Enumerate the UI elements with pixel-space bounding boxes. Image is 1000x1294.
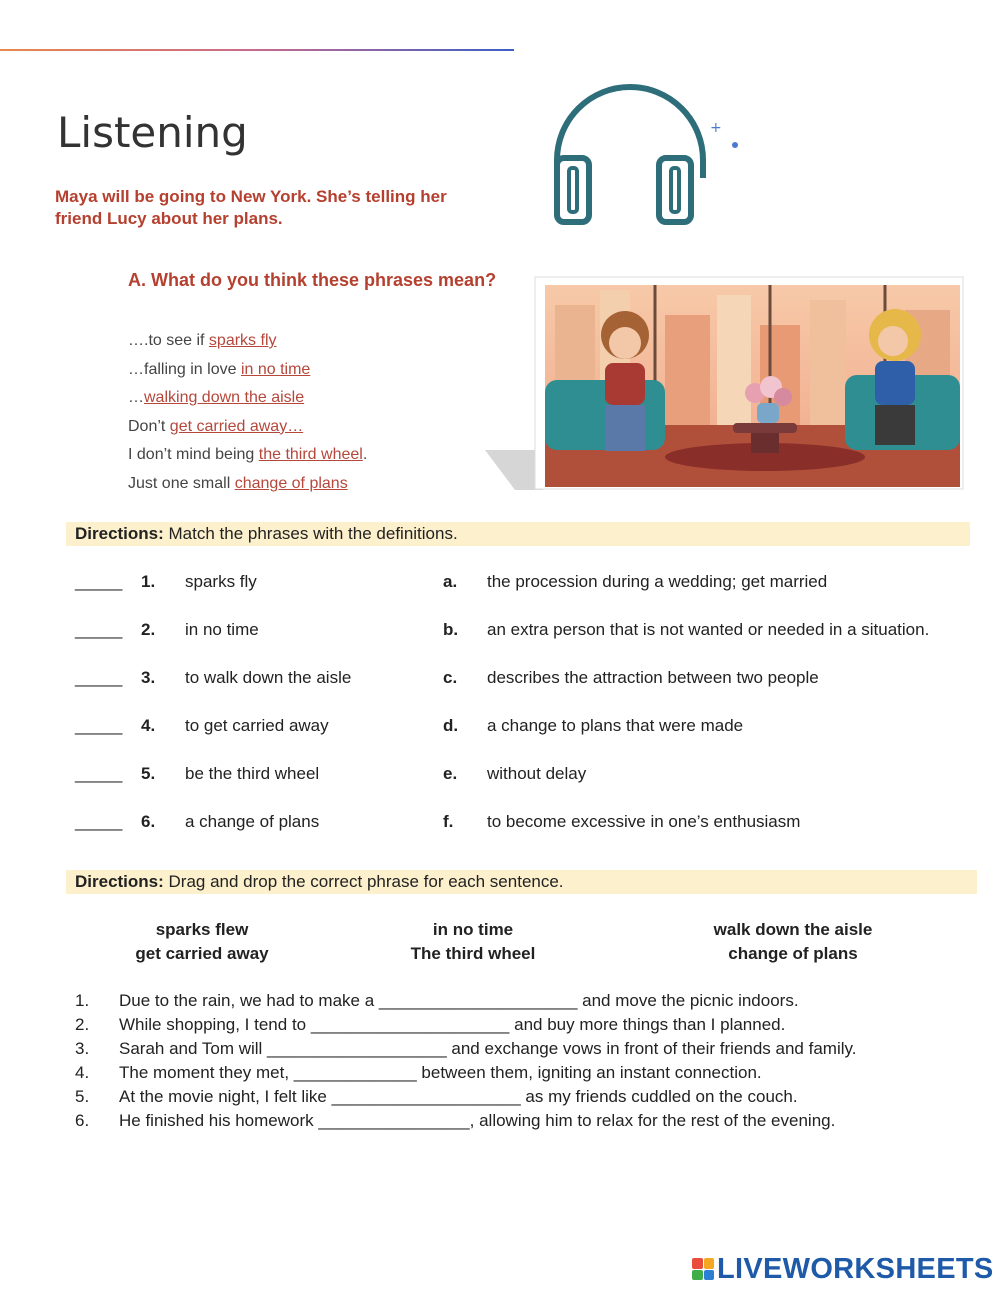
phrase-highlight: walking down the aisle [144, 389, 305, 407]
phrase-line: …falling in love in no time [128, 360, 311, 378]
word-bank-item[interactable]: sparks flew [155, 920, 249, 939]
definition-text: a change to plans that were made [487, 716, 744, 735]
phrase-line: I don’t mind being the third wheel. [128, 446, 368, 464]
definition-letter: f. [443, 812, 454, 831]
answer-blank[interactable]: _____ [75, 716, 123, 735]
definition-text: without delay [487, 764, 587, 783]
intro-text: Maya will be going to New York. She’s telling her friend Lucy about her plans. [55, 187, 447, 228]
match-row [75, 666, 975, 690]
conversation-illustration [485, 275, 963, 490]
definition-text: the procession during a wedding; get married [487, 572, 828, 591]
phrase-line: Just one small change of plans [128, 474, 348, 492]
sentence-line[interactable]: 3. Sarah and Tom will ___________________ and exchange vows in front of their friends and family. [75, 1039, 857, 1058]
match-phrase: sparks fly [185, 572, 257, 591]
definition-letter: b. [443, 620, 459, 639]
sentence-line[interactable]: 6. He finished his homework ________________, allowing him to relax for the rest of the evening. [75, 1111, 836, 1130]
phrase-list [128, 329, 367, 501]
phrase-highlight: get carried away… [169, 417, 304, 435]
match-phrase: be the third wheel [185, 764, 320, 783]
match-row [75, 570, 975, 594]
phrase-highlight: sparks fly [208, 332, 277, 349]
phrase-highlight: the third wheel [258, 446, 363, 464]
match-row [75, 810, 975, 834]
headphones-icon [545, 78, 750, 233]
phrase-line: Don’t get carried away… [128, 417, 304, 435]
definition-text: an extra person that is not wanted or needed in a situation. [487, 620, 930, 639]
definition-letter: c. [443, 668, 458, 687]
phrase-number: 5. [141, 764, 156, 783]
phrase-number: 4. [141, 716, 156, 735]
answer-blank[interactable]: _____ [75, 668, 123, 687]
page-title: Listening [57, 108, 248, 157]
match-row [75, 762, 975, 786]
definition-text: to become excessive in one’s enthusiasm [487, 812, 801, 831]
match-phrase: to get carried away [185, 716, 329, 735]
phrase-number: 6. [141, 812, 156, 831]
word-bank-item[interactable]: change of plans [728, 944, 858, 963]
definition-letter: e. [443, 764, 458, 783]
sentence-line[interactable]: 4. The moment they met, _____________ between them, igniting an instant connection. [75, 1063, 762, 1082]
phrase-highlight: change of plans [234, 474, 348, 492]
definition-letter: a. [443, 572, 458, 591]
word-bank-item[interactable]: walk down the aisle [713, 920, 873, 939]
logo-mark-icon [692, 1258, 714, 1280]
sentence-line[interactable]: 5. At the movie night, I felt like ____________________ as my friends cuddled on the couch. [75, 1087, 798, 1106]
sentence-line[interactable]: 1. Due to the rain, we had to make a _____________________ and move the picnic indoors. [75, 991, 799, 1010]
phrase-number: 1. [141, 572, 156, 591]
answer-blank[interactable]: _____ [75, 572, 123, 591]
section-a-heading: A. What do you think these phrases mean? [128, 270, 497, 290]
phrase-highlight: in no time [240, 360, 311, 378]
phrase-line: ….to see if sparks fly [128, 332, 277, 349]
match-phrase: to walk down the aisle [185, 668, 352, 687]
phrase-line: …walking down the aisle [128, 389, 305, 407]
definition-letter: d. [443, 716, 459, 735]
definition-text: describes the attraction between two people [487, 668, 819, 687]
answer-blank[interactable]: _____ [75, 812, 123, 831]
phrase-number: 2. [141, 620, 156, 639]
phrase-number: 3. [141, 668, 156, 687]
answer-blank[interactable]: _____ [75, 620, 123, 639]
word-bank-item[interactable]: The third wheel [410, 944, 536, 963]
top-accent-line [0, 49, 514, 51]
drag-directions: Directions: Drag and drop the correct phrase for each sentence. [66, 870, 977, 894]
word-bank-item[interactable]: get carried away [135, 944, 269, 963]
match-phrase: in no time [185, 620, 259, 639]
match-row [75, 618, 975, 642]
word-bank-item[interactable]: in no time [432, 920, 514, 939]
sentence-line[interactable]: 2. While shopping, I tend to _____________________ and buy more things than I planned. [75, 1015, 786, 1034]
match-row [75, 714, 975, 738]
liveworksheets-logo: LIVEWORKSHEETS [692, 1254, 994, 1284]
match-directions: Directions: Match the phrases with the definitions. [66, 522, 970, 546]
svg-text:+: + [710, 120, 722, 136]
answer-blank[interactable]: _____ [75, 764, 123, 783]
match-phrase: a change of plans [185, 812, 320, 831]
